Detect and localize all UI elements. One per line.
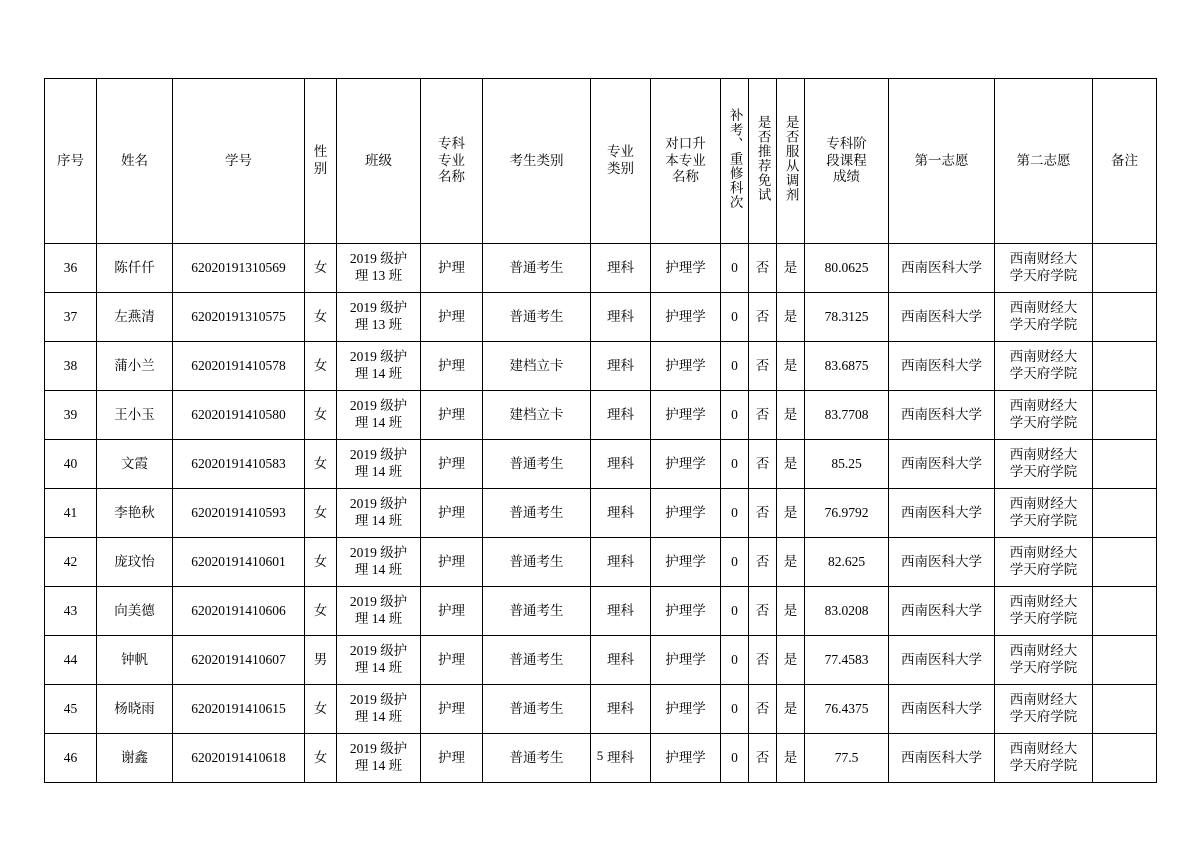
cell-student-no: 62020191310575 (173, 293, 305, 342)
cell-adjust: 是 (777, 391, 805, 440)
table-body (45, 244, 1157, 783)
table-row (45, 685, 1157, 734)
cell-gender: 女 (305, 489, 337, 538)
cell-wish2 (995, 391, 1093, 440)
header-text-score-3: 成绩 (833, 169, 860, 185)
cell-major: 护理 (421, 342, 483, 391)
cell-index: 45 (45, 685, 97, 734)
cell-major-type: 理科 (591, 293, 651, 342)
column-header-student-no (173, 79, 305, 244)
header-text-major-type-2: 类别 (607, 161, 634, 176)
cell-score: 77.4583 (805, 636, 889, 685)
cell-wish1: 西南医科大学 (889, 685, 995, 734)
cell-adjust: 是 (777, 734, 805, 783)
cell-name: 蒲小兰 (97, 342, 173, 391)
cell-student-no: 62020191410580 (173, 391, 305, 440)
cell-wish2 (995, 342, 1093, 391)
cell-score: 77.5 (805, 734, 889, 783)
cell-wish2 (995, 538, 1093, 587)
cell-gender: 女 (305, 244, 337, 293)
cell-wish1: 西南医科大学 (889, 734, 995, 783)
cell-benke-major: 护理学 (651, 538, 721, 587)
cell-class-line1: 2019 级护 (349, 251, 408, 267)
cell-student-no: 62020191310569 (173, 244, 305, 293)
cell-class (337, 685, 421, 734)
cell-score: 76.4375 (805, 685, 889, 734)
cell-remark (1093, 538, 1157, 587)
cell-recommend: 否 (749, 685, 777, 734)
header-text-candidate-type: 考生类别 (509, 152, 564, 168)
cell-candidate-type: 普通考生 (483, 244, 591, 293)
table-row (45, 587, 1157, 636)
cell-remark (1093, 244, 1157, 293)
cell-name: 钟帆 (97, 636, 173, 685)
cell-remark (1093, 440, 1157, 489)
cell-makeup: 0 (721, 636, 749, 685)
cell-student-no: 62020191410607 (173, 636, 305, 685)
cell-student-no: 62020191410601 (173, 538, 305, 587)
cell-wish1: 西南医科大学 (889, 391, 995, 440)
cell-score: 76.9792 (805, 489, 889, 538)
cell-class-line2: 理 13 班 (354, 268, 403, 283)
cell-candidate-type: 普通考生 (483, 538, 591, 587)
cell-benke-major: 护理学 (651, 391, 721, 440)
cell-student-no: 62020191410606 (173, 587, 305, 636)
cell-candidate-type: 建档立卡 (483, 342, 591, 391)
cell-wish2 (995, 489, 1093, 538)
cell-class-line1: 2019 级护 (349, 398, 408, 414)
cell-gender: 女 (305, 391, 337, 440)
cell-name: 李艳秋 (97, 489, 173, 538)
cell-index: 41 (45, 489, 97, 538)
cell-recommend: 否 (749, 293, 777, 342)
cell-gender: 女 (305, 342, 337, 391)
cell-class (337, 293, 421, 342)
column-header-benke-major (651, 79, 721, 244)
table-row (45, 636, 1157, 685)
cell-wish1: 西南医科大学 (889, 293, 995, 342)
cell-name: 庞玟怡 (97, 538, 173, 587)
cell-wish2-line1: 西南财经大 (1009, 692, 1078, 708)
cell-major: 护理 (421, 293, 483, 342)
cell-student-no: 62020191410618 (173, 734, 305, 783)
cell-wish2-line2: 学天府学院 (1009, 317, 1078, 332)
cell-score: 80.0625 (805, 244, 889, 293)
cell-student-no: 62020191410583 (173, 440, 305, 489)
cell-candidate-type: 普通考生 (483, 636, 591, 685)
cell-student-no: 62020191410615 (173, 685, 305, 734)
cell-gender: 女 (305, 293, 337, 342)
cell-class (337, 538, 421, 587)
header-text-remark: 备注 (1111, 152, 1138, 168)
table-header-row (45, 79, 1157, 244)
cell-major-type: 理科 (591, 636, 651, 685)
cell-class-line2: 理 14 班 (354, 464, 403, 479)
cell-adjust: 是 (777, 244, 805, 293)
cell-benke-major: 护理学 (651, 636, 721, 685)
cell-wish2 (995, 685, 1093, 734)
column-header-gender (305, 79, 337, 244)
cell-major: 护理 (421, 734, 483, 783)
column-header-major (421, 79, 483, 244)
cell-class-line1: 2019 级护 (349, 349, 408, 365)
cell-wish2-line1: 西南财经大 (1009, 496, 1078, 512)
cell-gender: 女 (305, 538, 337, 587)
header-text-class: 班级 (365, 152, 392, 168)
cell-wish2-line1: 西南财经大 (1009, 349, 1078, 365)
cell-candidate-type: 建档立卡 (483, 391, 591, 440)
cell-wish2-line1: 西南财经大 (1009, 300, 1078, 316)
header-text-gender-2: 别 (313, 161, 328, 176)
cell-wish2-line2: 学天府学院 (1009, 513, 1078, 528)
table-row (45, 489, 1157, 538)
cell-class-line1: 2019 级护 (349, 300, 408, 316)
cell-remark (1093, 391, 1157, 440)
cell-benke-major: 护理学 (651, 734, 721, 783)
column-header-accept-adjust (777, 79, 805, 244)
cell-wish2-line2: 学天府学院 (1009, 366, 1078, 381)
cell-major-type: 理科 (591, 440, 651, 489)
cell-score: 82.625 (805, 538, 889, 587)
cell-score: 83.7708 (805, 391, 889, 440)
cell-gender: 女 (305, 734, 337, 783)
cell-recommend: 否 (749, 342, 777, 391)
cell-benke-major: 护理学 (651, 587, 721, 636)
cell-wish1: 西南医科大学 (889, 244, 995, 293)
cell-remark (1093, 489, 1157, 538)
cell-class-line1: 2019 级护 (349, 741, 408, 757)
cell-recommend: 否 (749, 391, 777, 440)
cell-name: 杨晓雨 (97, 685, 173, 734)
cell-makeup: 0 (721, 391, 749, 440)
cell-wish2 (995, 293, 1093, 342)
cell-class-line2: 理 14 班 (354, 709, 403, 724)
header-text-student-no: 学号 (225, 152, 252, 168)
cell-wish2 (995, 244, 1093, 293)
table-row (45, 293, 1157, 342)
cell-major-type: 理科 (591, 489, 651, 538)
cell-wish2-line1: 西南财经大 (1009, 398, 1078, 414)
cell-adjust: 是 (777, 685, 805, 734)
table-row (45, 538, 1157, 587)
cell-remark (1093, 342, 1157, 391)
cell-benke-major: 护理学 (651, 244, 721, 293)
cell-class-line2: 理 14 班 (354, 513, 403, 528)
cell-remark (1093, 587, 1157, 636)
cell-class (337, 244, 421, 293)
cell-benke-major: 护理学 (651, 489, 721, 538)
column-header-remark (1093, 79, 1157, 244)
cell-candidate-type: 普通考生 (483, 734, 591, 783)
cell-remark (1093, 293, 1157, 342)
cell-class-line1: 2019 级护 (349, 545, 408, 561)
cell-name: 左燕清 (97, 293, 173, 342)
cell-makeup: 0 (721, 489, 749, 538)
cell-benke-major: 护理学 (651, 440, 721, 489)
cell-index: 42 (45, 538, 97, 587)
header-text-index: 序号 (57, 152, 84, 168)
cell-class (337, 440, 421, 489)
cell-major: 护理 (421, 391, 483, 440)
header-text-major-2: 专业 (438, 152, 465, 168)
column-header-class (337, 79, 421, 244)
cell-wish2-line2: 学天府学院 (1009, 709, 1078, 724)
header-text-major-type-1: 专业 (607, 144, 634, 160)
cell-remark (1093, 685, 1157, 734)
cell-wish1: 西南医科大学 (889, 538, 995, 587)
cell-candidate-type: 普通考生 (483, 293, 591, 342)
cell-makeup: 0 (721, 538, 749, 587)
cell-major-type: 理科 (591, 391, 651, 440)
column-header-makeup-count (721, 79, 749, 244)
cell-score: 83.0208 (805, 587, 889, 636)
cell-adjust: 是 (777, 440, 805, 489)
cell-wish2 (995, 440, 1093, 489)
cell-makeup: 0 (721, 685, 749, 734)
cell-major: 护理 (421, 489, 483, 538)
cell-adjust: 是 (777, 587, 805, 636)
cell-index: 37 (45, 293, 97, 342)
cell-name: 陈仟仟 (97, 244, 173, 293)
cell-wish2-line1: 西南财经大 (1009, 741, 1078, 757)
cell-index: 43 (45, 587, 97, 636)
cell-class (337, 489, 421, 538)
header-text-benke-3: 名称 (672, 169, 699, 185)
cell-name: 谢鑫 (97, 734, 173, 783)
cell-score: 78.3125 (805, 293, 889, 342)
table-row (45, 440, 1157, 489)
cell-major: 护理 (421, 440, 483, 489)
cell-benke-major: 护理学 (651, 293, 721, 342)
cell-wish2-line2: 学天府学院 (1009, 268, 1078, 283)
cell-wish1: 西南医科大学 (889, 636, 995, 685)
cell-class-line1: 2019 级护 (349, 594, 408, 610)
page-number: 5 (596, 748, 604, 763)
column-header-score (805, 79, 889, 244)
cell-gender: 男 (305, 636, 337, 685)
cell-recommend: 否 (749, 538, 777, 587)
cell-class-line2: 理 14 班 (354, 660, 403, 675)
column-header-index (45, 79, 97, 244)
cell-class-line2: 理 14 班 (354, 611, 403, 626)
cell-wish2-line2: 学天府学院 (1009, 562, 1078, 577)
cell-adjust: 是 (777, 342, 805, 391)
header-text-score-2: 段课程 (826, 152, 867, 168)
cell-wish2-line2: 学天府学院 (1009, 660, 1078, 675)
cell-class-line2: 理 14 班 (354, 562, 403, 577)
header-text-score-1: 专科阶 (826, 135, 867, 151)
header-text-recommend: 是否推荐免试 (755, 115, 771, 203)
cell-index: 38 (45, 342, 97, 391)
cell-class-line1: 2019 级护 (349, 692, 408, 708)
cell-class-line1: 2019 级护 (349, 496, 408, 512)
cell-candidate-type: 普通考生 (483, 685, 591, 734)
cell-adjust: 是 (777, 489, 805, 538)
column-header-name (97, 79, 173, 244)
header-text-wish2: 第二志愿 (1016, 152, 1071, 168)
header-text-name: 姓名 (121, 152, 148, 168)
cell-wish2-line1: 西南财经大 (1009, 594, 1078, 610)
cell-recommend: 否 (749, 489, 777, 538)
header-text-major-3: 名称 (438, 169, 465, 185)
cell-benke-major: 护理学 (651, 342, 721, 391)
cell-wish2-line1: 西南财经大 (1009, 251, 1078, 267)
cell-recommend: 否 (749, 636, 777, 685)
cell-class (337, 342, 421, 391)
cell-makeup: 0 (721, 293, 749, 342)
cell-index: 40 (45, 440, 97, 489)
cell-recommend: 否 (749, 244, 777, 293)
cell-major: 护理 (421, 538, 483, 587)
cell-class (337, 587, 421, 636)
cell-major-type: 理科 (591, 734, 651, 783)
cell-wish2-line1: 西南财经大 (1009, 643, 1078, 659)
header-text-adjust: 是否服从调剂 (783, 115, 799, 203)
cell-recommend: 否 (749, 587, 777, 636)
header-text-benke-2: 本专业 (665, 152, 706, 168)
cell-class (337, 636, 421, 685)
table-row (45, 244, 1157, 293)
header-text-major-1: 专科 (438, 135, 465, 151)
cell-wish2-line2: 学天府学院 (1009, 464, 1078, 479)
column-header-candidate-type (483, 79, 591, 244)
cell-major: 护理 (421, 244, 483, 293)
cell-class-line1: 2019 级护 (349, 447, 408, 463)
cell-wish1: 西南医科大学 (889, 587, 995, 636)
cell-wish1: 西南医科大学 (889, 342, 995, 391)
cell-wish1: 西南医科大学 (889, 440, 995, 489)
cell-major: 护理 (421, 636, 483, 685)
cell-remark (1093, 636, 1157, 685)
cell-wish2-line1: 西南财经大 (1009, 447, 1078, 463)
cell-adjust: 是 (777, 293, 805, 342)
cell-wish2-line2: 学天府学院 (1009, 611, 1078, 626)
cell-recommend: 否 (749, 440, 777, 489)
cell-gender: 女 (305, 587, 337, 636)
cell-candidate-type: 普通考生 (483, 489, 591, 538)
cell-major-type: 理科 (591, 538, 651, 587)
header-text-wish1: 第一志愿 (914, 152, 969, 168)
cell-score: 83.6875 (805, 342, 889, 391)
header-text-gender-1: 性 (313, 144, 328, 160)
cell-major: 护理 (421, 685, 483, 734)
cell-wish2-line2: 学天府学院 (1009, 415, 1078, 430)
column-header-wish2 (995, 79, 1093, 244)
cell-makeup: 0 (721, 734, 749, 783)
cell-makeup: 0 (721, 244, 749, 293)
cell-student-no: 62020191410593 (173, 489, 305, 538)
cell-major-type: 理科 (591, 587, 651, 636)
header-text-makeup: 补考、重修科次 (727, 107, 743, 210)
cell-major-type: 理科 (591, 342, 651, 391)
cell-name: 王小玉 (97, 391, 173, 440)
cell-wish2 (995, 636, 1093, 685)
cell-index: 36 (45, 244, 97, 293)
header-text-benke-1: 对口升 (665, 135, 706, 151)
cell-class-line2: 理 14 班 (354, 415, 403, 430)
cell-class-line1: 2019 级护 (349, 643, 408, 659)
cell-candidate-type: 普通考生 (483, 440, 591, 489)
cell-wish1: 西南医科大学 (889, 489, 995, 538)
cell-major-type: 理科 (591, 685, 651, 734)
cell-makeup: 0 (721, 342, 749, 391)
cell-index: 39 (45, 391, 97, 440)
cell-wish2-line1: 西南财经大 (1009, 545, 1078, 561)
cell-score: 85.25 (805, 440, 889, 489)
cell-index: 46 (45, 734, 97, 783)
cell-gender: 女 (305, 440, 337, 489)
cell-class-line2: 理 13 班 (354, 317, 403, 332)
cell-recommend: 否 (749, 734, 777, 783)
cell-name: 文霞 (97, 440, 173, 489)
cell-candidate-type: 普通考生 (483, 587, 591, 636)
student-roster-table (44, 78, 1157, 783)
cell-class (337, 391, 421, 440)
cell-makeup: 0 (721, 587, 749, 636)
cell-wish2 (995, 587, 1093, 636)
cell-index: 44 (45, 636, 97, 685)
cell-adjust: 是 (777, 636, 805, 685)
cell-adjust: 是 (777, 538, 805, 587)
cell-wish2-line2: 学天府学院 (1009, 758, 1078, 773)
cell-class-line2: 理 14 班 (354, 758, 403, 773)
cell-makeup: 0 (721, 440, 749, 489)
cell-major: 护理 (421, 587, 483, 636)
column-header-wish1 (889, 79, 995, 244)
cell-major-type: 理科 (591, 244, 651, 293)
cell-class-line2: 理 14 班 (354, 366, 403, 381)
cell-name: 向美德 (97, 587, 173, 636)
cell-student-no: 62020191410578 (173, 342, 305, 391)
cell-gender: 女 (305, 685, 337, 734)
cell-benke-major: 护理学 (651, 685, 721, 734)
column-header-major-type (591, 79, 651, 244)
table-row (45, 342, 1157, 391)
column-header-recommend-exempt (749, 79, 777, 244)
table-row (45, 391, 1157, 440)
